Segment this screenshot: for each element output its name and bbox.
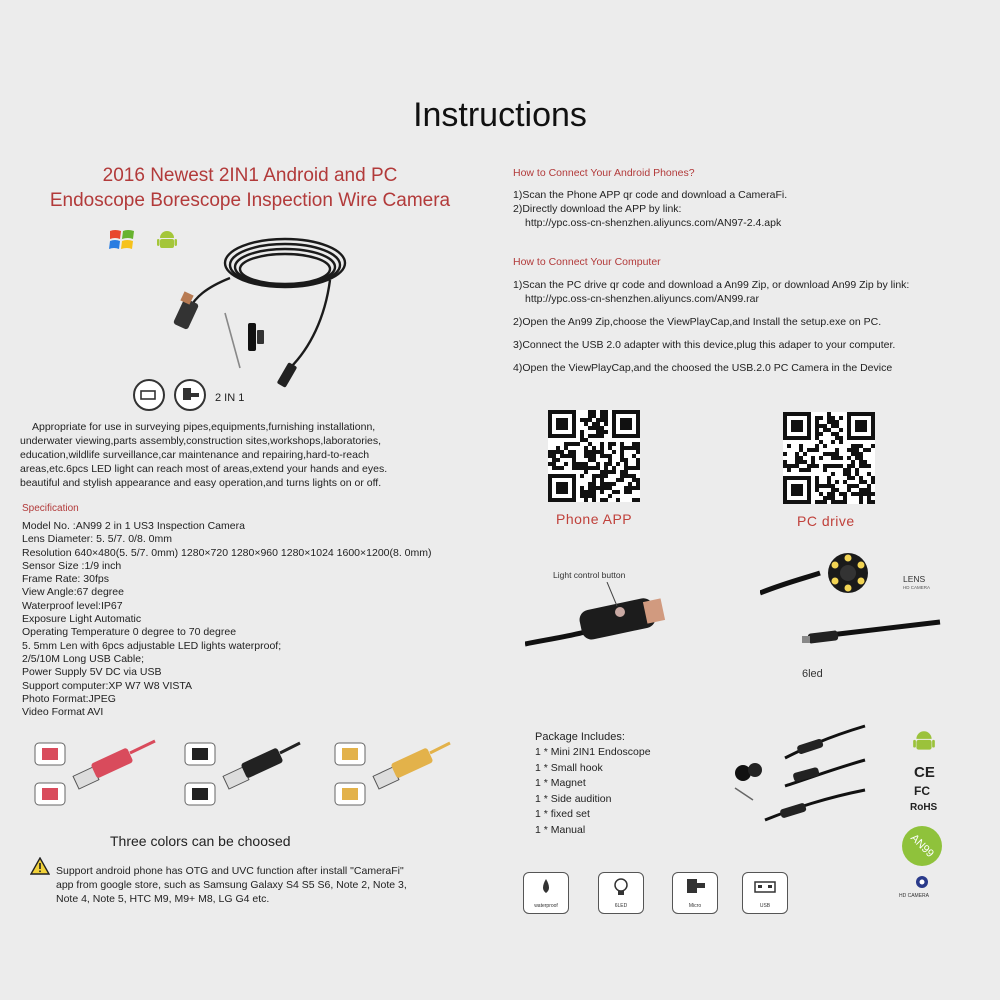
spec-line: Lens Diameter: 5. 5/7. 0/8. 0mm xyxy=(22,533,172,546)
phone-app-label: Phone APP xyxy=(556,511,633,527)
spec-list xyxy=(22,520,492,719)
computer-step: 1)Scan the PC drive qr code and download a An99 Zip, or download An99 Zip by link: xyxy=(513,279,910,291)
spec-line: Operating Temperature 0 degree to 70 degree xyxy=(22,626,237,639)
six-led-caption: 6LED xyxy=(614,903,628,909)
cable-variant-red xyxy=(35,741,155,805)
light-control-device-image xyxy=(525,582,685,662)
spec-line: 5. 5mm Len with 6pcs adjustable LED lights waterproof; xyxy=(22,639,282,652)
warning-icon xyxy=(30,857,50,875)
six-led-feature-icon xyxy=(598,872,644,914)
warning-text xyxy=(56,864,486,906)
package-item: 1 * Mini 2IN1 Endoscope xyxy=(535,746,651,758)
android-step: 2)Directly download the APP by link: xyxy=(513,203,682,215)
cable-color-variants xyxy=(30,735,470,820)
computer-rar-link[interactable]: http://ypc.oss-cn-shenzhen.aliyuncs.com/AN99.rar xyxy=(525,293,760,305)
usb-round-icon xyxy=(132,378,166,412)
description-line: areas,etc.6pcs LED light can reach most of areas,extend your hands and eyes. xyxy=(20,463,388,475)
spec-line: Video Format AVI xyxy=(22,706,104,719)
warning-line: app from google store, such as Samsung Galaxy S4 S5 S6, Note 2, Note 3, xyxy=(56,879,407,891)
spec-line: Resolution 640×480(5. 5/7. 0mm) 1280×720 1280×960 1280×1024 1600×1200(8. 0mm) xyxy=(22,546,432,559)
computer-step: 3)Connect the USB 2.0 adapter with this device,plug this adaper to your computer. xyxy=(513,339,896,351)
spec-line: 2/5/10M Long USB Cable; xyxy=(22,652,144,665)
hd-camera-icon xyxy=(915,875,929,889)
warning-line: Note 4, Note 5, HTC M9, M9+ M8, LG G4 etc. xyxy=(56,893,270,905)
hd-camera-label: HD CAMERA xyxy=(899,893,930,899)
product-heading-line1: 2016 Newest 2IN1 Android and PC xyxy=(102,165,398,186)
spec-line: Support computer:XP W7 W8 VISTA xyxy=(22,679,193,692)
an99-badge xyxy=(902,826,942,866)
page-title: Instructions xyxy=(413,96,587,134)
package-item: 1 * Magnet xyxy=(535,777,586,790)
usb-caption: USB xyxy=(759,903,771,909)
spec-line: View Angle:67 degree xyxy=(22,586,124,599)
package-item: 1 * fixed set xyxy=(535,808,590,821)
ce-mark: CE xyxy=(914,764,935,781)
light-button-label: Light control button xyxy=(553,570,626,580)
usb-feature-icon xyxy=(742,872,788,914)
spec-line: Sensor Size :1/9 inch xyxy=(22,559,122,572)
description xyxy=(20,420,480,490)
endoscope-cable-image xyxy=(160,218,360,393)
lens-label: LENS xyxy=(903,574,926,584)
package-list xyxy=(535,745,651,839)
android-heading: How to Connect Your Android Phones? xyxy=(513,167,695,179)
micro-usb-round-icon xyxy=(173,378,207,412)
spec-line: Model No. :AN99 2 in 1 US3 Inspection Camera xyxy=(22,520,245,532)
warning-line: Support android phone has OTG and UVC function after install "CameraFi" xyxy=(56,865,404,877)
package-item: 1 * Side audition xyxy=(535,792,612,805)
pc-drive-qr-code[interactable] xyxy=(783,412,875,504)
android-apk-link[interactable]: http://ypc.oss-cn-shenzhen.aliyuncs.com/AN97-2.4.apk xyxy=(525,217,782,229)
fc-mark: FC xyxy=(914,784,930,798)
windows-logo-icon xyxy=(108,226,136,254)
android-step: 1)Scan the Phone APP qr code and download a CameraFi. xyxy=(513,189,788,201)
lens-image xyxy=(760,548,870,608)
android-cert-icon xyxy=(912,728,936,754)
description-line: education,wildlife surveillance,car maintenance and repairing,hard-to-reach xyxy=(20,449,370,461)
computer-step: 4)Open the ViewPlayCap,and the choosed the USB.2.0 PC Camera in the Device xyxy=(513,362,893,374)
spec-line: Waterproof level:IP67 xyxy=(22,599,123,612)
computer-heading: How to Connect Your Computer xyxy=(513,256,661,268)
spec-line: Frame Rate: 30fps xyxy=(22,573,109,586)
waterproof-caption: waterproof xyxy=(534,903,558,909)
spec-line: Exposure Light Automatic xyxy=(22,613,142,626)
micro-usb-caption: Micro xyxy=(688,903,702,909)
description-line: beautiful and stylish appearance and easy operation,and turns lights on or off. xyxy=(20,477,382,489)
spec-heading: Specification xyxy=(22,503,79,514)
description-line: Appropriate for use in surveying pipes,equipments,furnishing installationn, xyxy=(32,421,376,433)
spec-line: Photo Format:JPEG xyxy=(22,692,116,705)
two-in-one-label: 2 IN 1 xyxy=(215,392,245,404)
package-item: 1 * Small hook xyxy=(535,761,603,774)
pc-drive-label: PC drive xyxy=(797,513,855,529)
description-line: underwater viewing,parts assembly,construction sites,workshops,laboratories, xyxy=(20,435,382,447)
an99-badge-text: AN99 xyxy=(908,832,936,860)
package-item: 1 * Manual xyxy=(535,823,586,836)
spec-line: Power Supply 5V DC via USB xyxy=(22,666,162,679)
micro-usb-feature-icon xyxy=(672,872,718,914)
cable-variant-yellow xyxy=(335,743,450,805)
package-heading: Package Includes: xyxy=(535,731,625,743)
computer-step: 2)Open the An99 Zip,choose the ViewPlayCap,and Install the setup.exe on PC. xyxy=(513,316,882,328)
accessories-image xyxy=(725,718,875,843)
android-steps xyxy=(513,188,983,230)
phone-app-qr-code[interactable] xyxy=(548,410,640,502)
colors-caption: Three colors can be choosed xyxy=(110,833,291,849)
six-led-label: 6led xyxy=(802,668,823,680)
waterproof-feature-icon xyxy=(523,872,569,914)
lens-sub-label: HD CAMERA xyxy=(903,585,931,590)
product-heading-line2: Endoscope Borescope Inspection Wire Camera xyxy=(49,190,451,211)
computer-steps xyxy=(513,278,993,375)
six-led-cable-image xyxy=(800,610,945,660)
cable-variant-black xyxy=(185,743,300,805)
rohs-mark: RoHS xyxy=(910,802,938,813)
